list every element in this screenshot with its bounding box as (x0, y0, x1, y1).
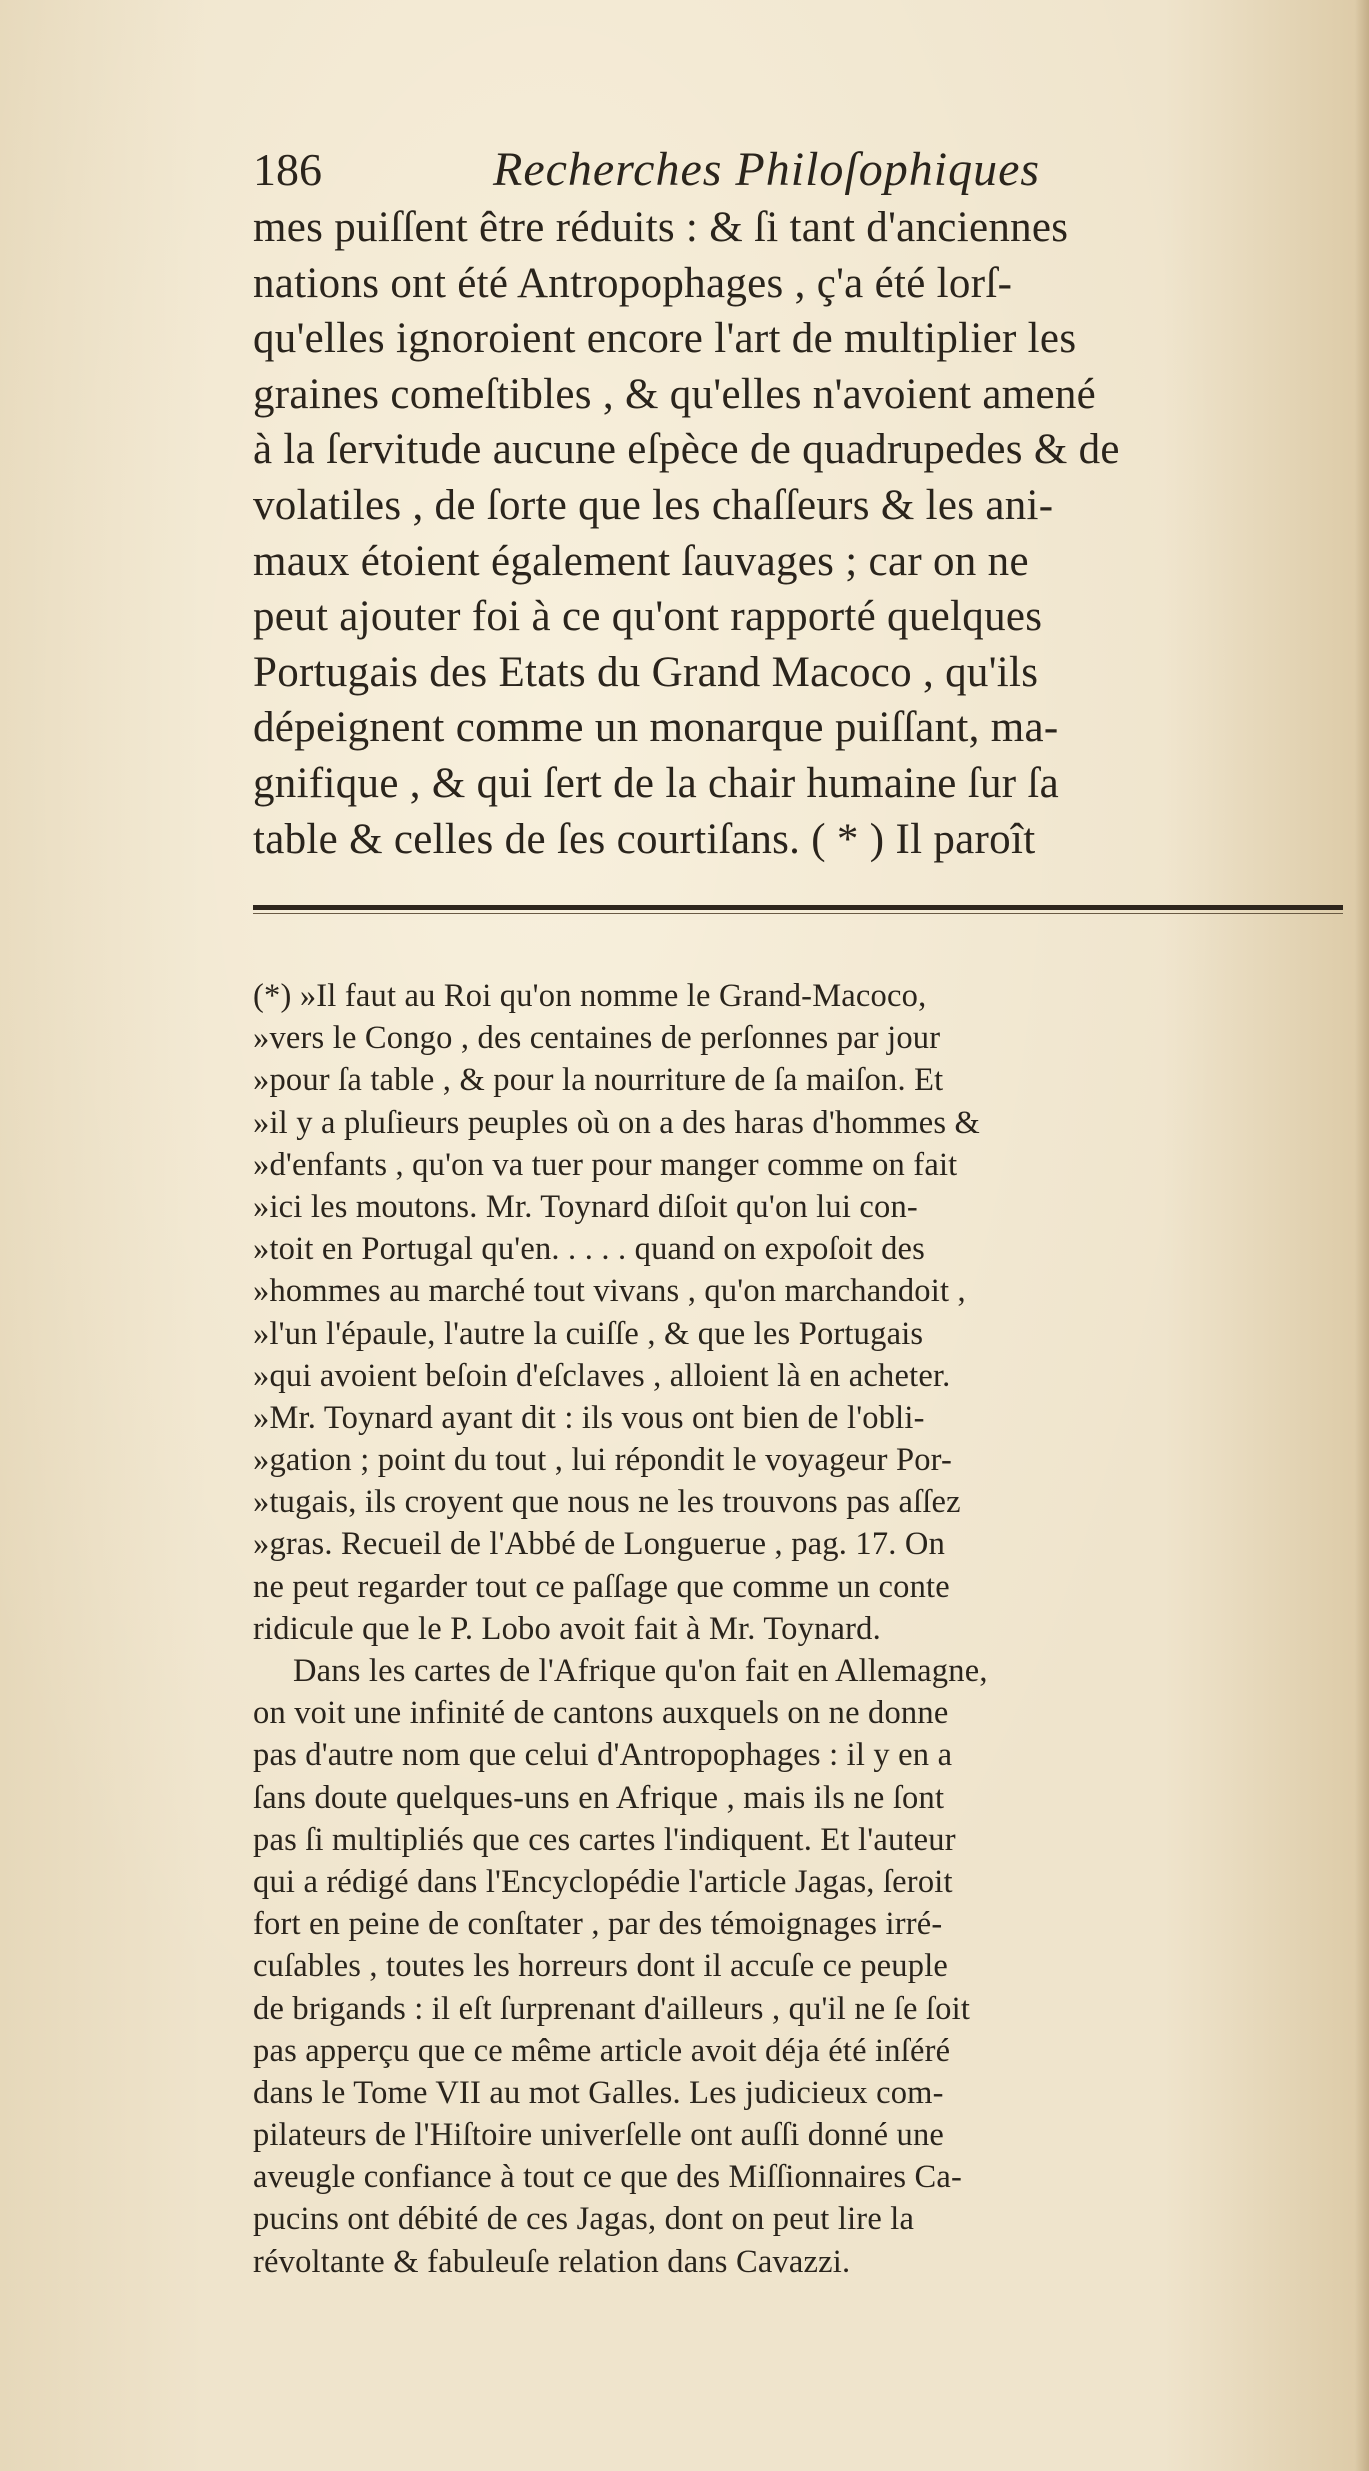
footnote-line: »il y a pluſieurs peuples où on a des haras d'hommes & (253, 1104, 981, 1141)
body-line: table & celles de ſes courtiſans. ( * ) Il paroît (253, 815, 1036, 863)
footnote-line: on voit une infinité de cantons auxquels on ne donne (253, 1695, 949, 1732)
footnote-line: qui a rédigé dans l'Encyclopédie l'article Jagas, ſeroit (253, 1863, 953, 1900)
body-line: Portugais des Etats du Grand Macoco , qu'ils (253, 648, 1039, 696)
footnote-line: pucins ont débité de ces Jagas, dont on peut lire la (253, 2201, 915, 2238)
footnote-line: ne peut regarder tout ce paſſage que comme un conte (253, 1568, 950, 1605)
footnote-line: »qui avoient beſoin d'eſclaves , alloient là en acheter. (253, 1357, 951, 1394)
footnote-line: pas apperçu que ce même article avoit déja été inſéré (253, 2032, 951, 2069)
footnote-line: pas ſi multipliés que ces cartes l'indiquent. Et l'auteur (253, 1821, 956, 1858)
footnote-line: fort en peine de conſtater , par des témoignages irré- (253, 1906, 943, 1943)
footnote-line: »Mr. Toynard ayant dit : ils vous ont bien de l'obli- (253, 1399, 925, 1436)
footnote-line: ſans doute quelques-uns en Afrique , mais ils ne ſont (253, 1779, 945, 1816)
footnote-line: révoltante & fabuleuſe relation dans Cavazzi. (253, 2243, 851, 2280)
footnote-line: »vers le Congo , des centaines de perſonnes par jour (253, 1020, 941, 1057)
body-line: à la ſervitude aucune eſpèce de quadrupedes & de (253, 426, 1120, 474)
footnote-separator-rule (253, 905, 1343, 910)
footnote-line: »ici les moutons. Mr. Toynard diſoit qu'on lui con- (253, 1188, 918, 1225)
page-edge-shadow (1355, 0, 1369, 2471)
footnote-line: »l'un l'épaule, l'autre la cuiſſe , & que les Portugais (253, 1315, 924, 1352)
footnote-line: Dans les cartes de l'Afrique qu'on fait en Allemagne, (293, 1653, 988, 1689)
body-line: gnifique , & qui ſert de la chair humaine ſur ſa (253, 759, 1060, 807)
footnote-line: »tugais, ils croyent que nous ne les trouvons pas aſſez (253, 1484, 961, 1521)
footnote-line: »d'enfants , qu'on va tuer pour manger comme on fait (253, 1146, 958, 1183)
footnote-line: cuſables , toutes les horreurs dont il accuſe ce peuple (253, 1948, 949, 1985)
footnote-line: pilateurs de l'Hiſtoire univerſelle ont auſſi donné une (253, 2117, 945, 2154)
footnote-line: aveugle confiance à tout ce que des Miſſionnaires Ca- (253, 2159, 963, 2196)
body-line: nations ont été Antropophages , ç'a été lorſ- (253, 259, 1013, 307)
body-line: qu'elles ignoroient encore l'art de multiplier les (253, 315, 1077, 363)
footnote-line: »hommes au marché tout vivans , qu'on marchandoit , (253, 1273, 966, 1310)
footnote-line: »gation ; point du tout , lui répondit le voyageur Por- (253, 1442, 953, 1479)
footnote-line: (*) »Il faut au Roi qu'on nomme le Grand-Macoco, (253, 978, 927, 1014)
footnote-line: »pour ſa table , & pour la nourriture de ſa maiſon. Et (253, 1062, 944, 1099)
body-line: volatiles , de ſorte que les chaſſeurs & les ani- (253, 481, 1054, 529)
body-line: graines comeſtibles , & qu'elles n'avoient amené (253, 370, 1097, 418)
footnote-line: ridicule que le P. Lobo avoit fait à Mr. Toynard. (253, 1610, 881, 1647)
body-line: mes puiſſent être réduits : & ſi tant d'anciennes (253, 204, 1069, 251)
footnote-line: dans le Tome VII au mot Galles. Les judicieux com- (253, 2074, 944, 2111)
footnote-separator-hairline (253, 913, 1343, 914)
running-head (253, 140, 1293, 200)
main-text-block (253, 200, 1353, 867)
footnote-line: de brigands : il eſt ſurprenant d'ailleurs , qu'il ne ſe ſoit (253, 1990, 971, 2027)
footnote-line: »gras. Recueil de l'Abbé de Longuerue , pag. 17. On (253, 1526, 946, 1563)
footnote-line: pas d'autre nom que celui d'Antropophages : il y en a (253, 1737, 953, 1774)
footnote-block (253, 975, 1353, 2283)
running-title: Recherches Philoſophiques (493, 143, 1041, 196)
body-line: dépeignent comme un monarque puiſſant, ma- (253, 704, 1059, 752)
body-line: peut ajouter foi à ce qu'ont rapporté quelques (253, 593, 1043, 641)
body-line: maux étoient également ſauvages ; car on ne (253, 537, 1029, 585)
footnote-line: »toit en Portugal qu'en. . . . . quand on expoſoit des (253, 1231, 925, 1268)
page-number: 186 (253, 144, 322, 195)
